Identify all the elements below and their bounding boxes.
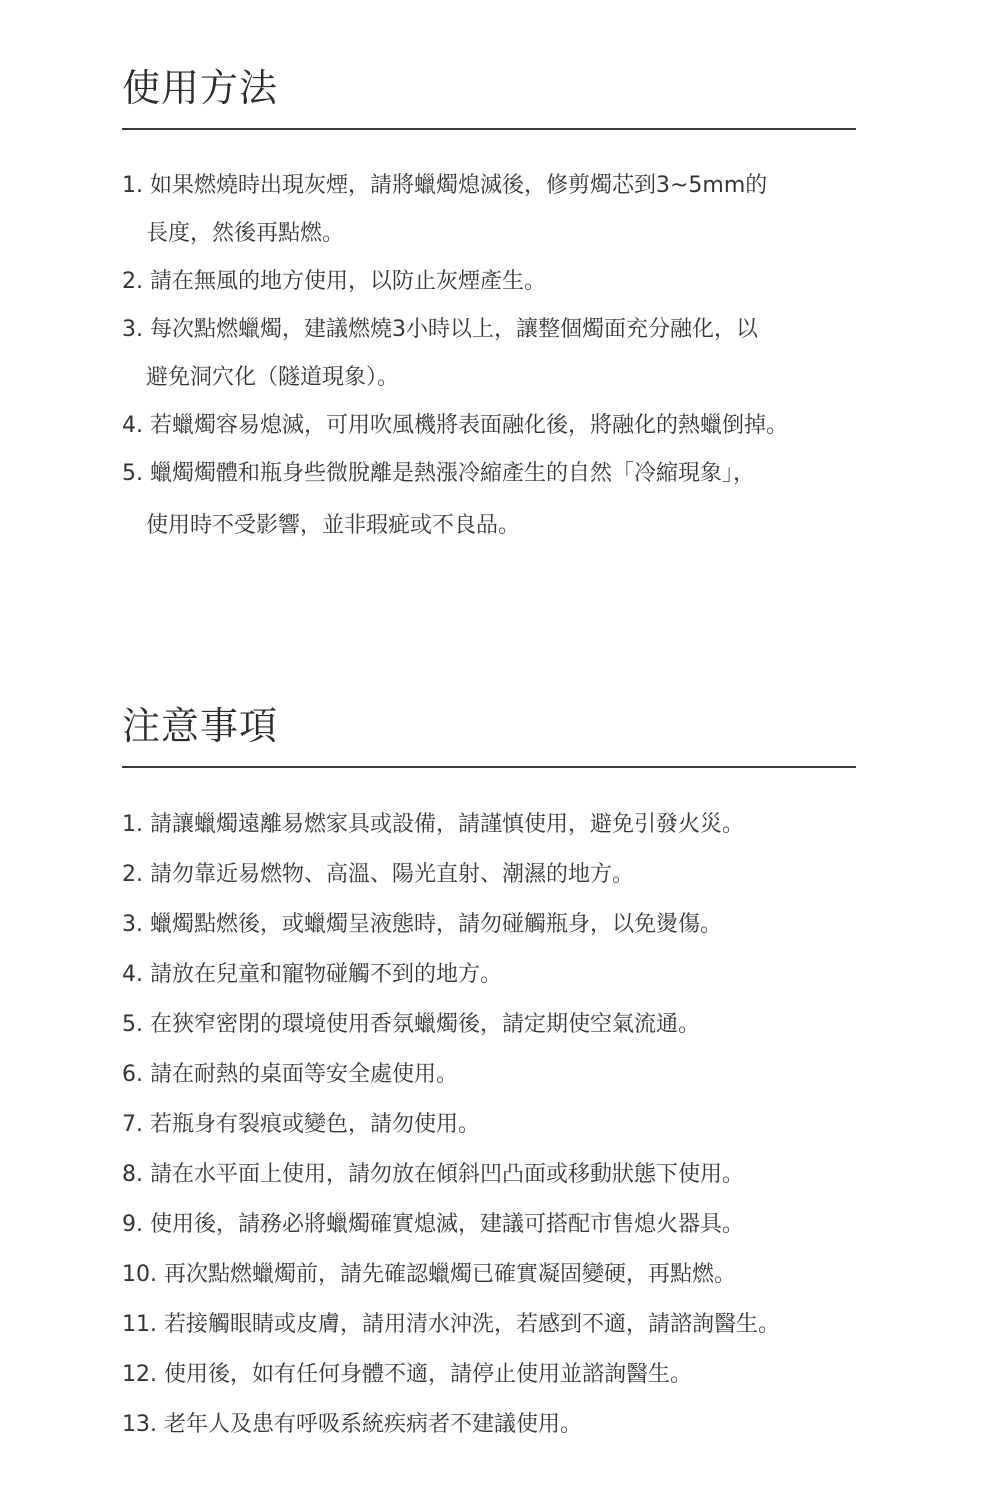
notes-item-2: 2. 請勿靠近易燃物、高溫、陽光直射、潮濕的地方。 xyxy=(122,862,634,887)
notes-item-4: 4. 請放在兒童和寵物碰觸不到的地方。 xyxy=(122,962,502,987)
notes-title: 注意事項 xyxy=(122,704,279,748)
notes-list xyxy=(122,800,856,1450)
usage-title: 使用方法 xyxy=(122,66,279,110)
notes-item-10: 10. 再次點燃蠟燭前，請先確認蠟燭已確實凝固變硬，再點燃。 xyxy=(122,1262,736,1287)
notes-item-3: 3. 蠟燭點燃後，或蠟燭呈液態時，請勿碰觸瓶身，以免燙傷。 xyxy=(122,912,722,937)
usage-item-1 xyxy=(122,162,856,258)
usage-item-3-line-2: 避免洞穴化（隧道現象）。 xyxy=(146,365,400,390)
usage-item-5-line-1: 5. 蠟燭燭體和瓶身些微脫離是熱漲冷縮產生的自然「冷縮現象」， xyxy=(122,461,755,486)
notes-item-8: 8. 請在水平面上使用，請勿放在傾斜凹凸面或移動狀態下使用。 xyxy=(122,1162,744,1187)
usage-item-3 xyxy=(122,306,856,402)
notes-item-9: 9. 使用後，請務必將蠟燭確實熄滅，建議可搭配市售熄火器具。 xyxy=(122,1212,744,1237)
usage-list xyxy=(122,162,856,554)
notes-section xyxy=(122,700,856,1450)
usage-item-4 xyxy=(122,402,856,450)
notes-item-12: 12. 使用後，如有任何身體不適，請停止使用並諮詢醫生。 xyxy=(122,1362,692,1387)
usage-divider xyxy=(122,128,856,130)
notes-divider xyxy=(122,766,856,768)
notes-item-11: 11. 若接觸眼睛或皮膚，請用清水沖洗，若感到不適，請諮詢醫生。 xyxy=(122,1312,780,1337)
usage-item-1-line-2: 長度，然後再點燃。 xyxy=(146,221,345,246)
usage-item-3-line-1: 3. 每次點燃蠟燭，建議燃燒3小時以上，讓整個燭面充分融化，以 xyxy=(122,317,758,342)
usage-section xyxy=(122,62,856,554)
notes-item-6: 6. 請在耐熱的桌面等安全處使用。 xyxy=(122,1062,458,1087)
notes-item-5: 5. 在狹窄密閉的環境使用香氛蠟燭後，請定期使空氣流通。 xyxy=(122,1012,700,1037)
usage-item-4-line-1: 4. 若蠟燭容易熄滅，可用吹風機將表面融化後，將融化的熱蠟倒掉。 xyxy=(122,413,788,438)
usage-item-2-line-1: 2. 請在無風的地方使用，以防止灰煙產生。 xyxy=(122,269,546,294)
usage-item-2 xyxy=(122,258,856,306)
usage-item-5 xyxy=(122,450,856,554)
notes-item-13: 13. 老年人及患有呼吸系統疾病者不建議使用。 xyxy=(122,1412,582,1437)
usage-item-5-line-2: 使用時不受影響，並非瑕疵或不良品。 xyxy=(146,513,521,538)
usage-item-1-line-1: 1. 如果燃燒時出現灰煙，請將蠟燭熄滅後，修剪燭芯到3~5mm的 xyxy=(122,173,768,198)
notes-item-1: 1. 請讓蠟燭遠離易燃家具或設備，請謹慎使用，避免引發火災。 xyxy=(122,812,744,837)
notes-item-7: 7. 若瓶身有裂痕或變色，請勿使用。 xyxy=(122,1112,480,1137)
